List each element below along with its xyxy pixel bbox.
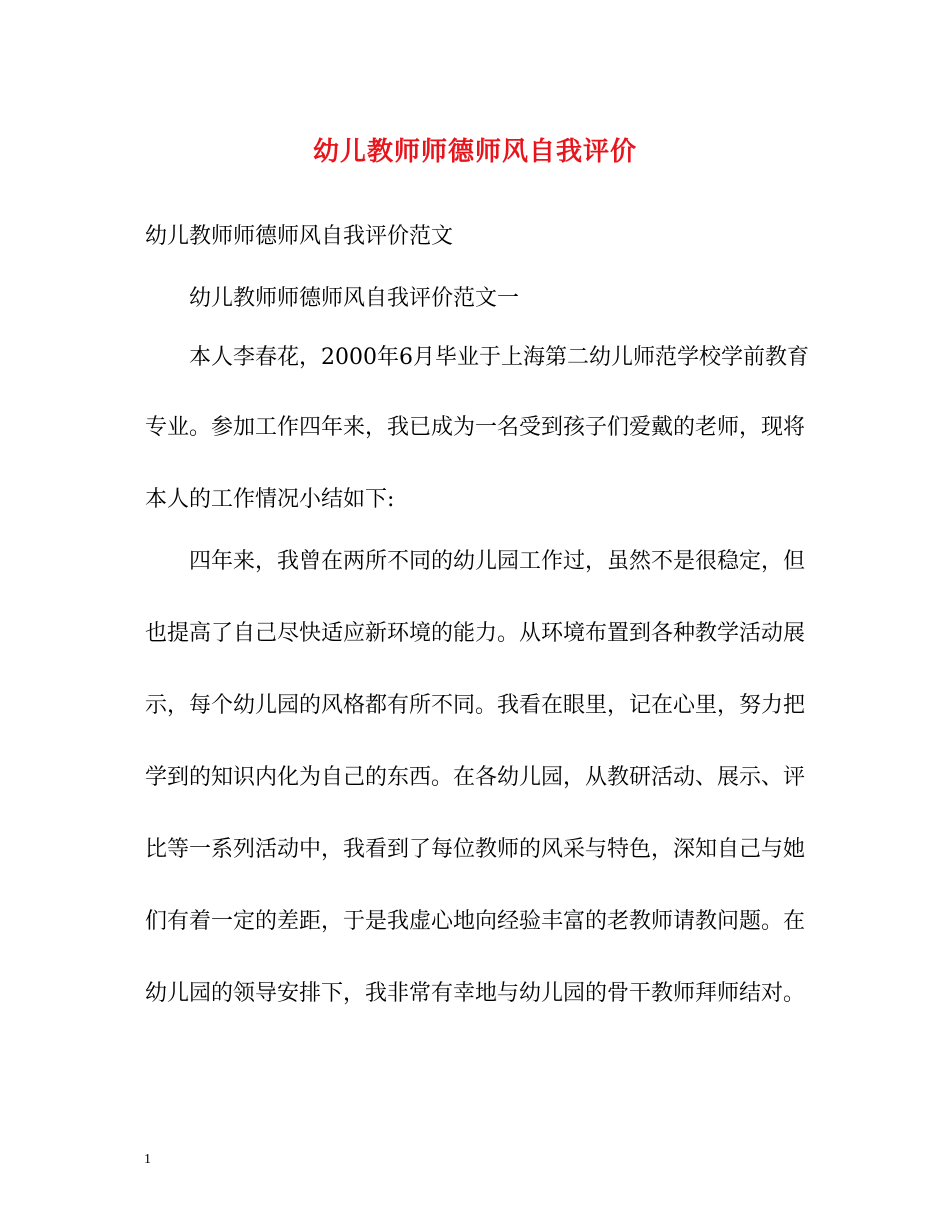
paragraph-line: 四年来，我曾在两所不同的幼儿园工作过，虽然不是很稳定，但 [189,549,806,574]
paragraph-line: 示，每个幼儿园的风格都有所不同。我看在眼里，记在心里，努力把 [145,693,806,718]
document-title: 幼儿教师师德师风自我评价 [312,137,637,167]
paragraph-line: 也提高了自己尽快适应新环境的能力。从环境布置到各种教学活动展 [145,621,806,646]
subsection-heading: 幼儿教师师德师风自我评价范文一 [189,286,520,311]
paragraph-line: 专业。参加工作四年来，我已成为一名受到孩子们爱戴的老师，现将 [145,415,806,440]
paragraph-line: 幼儿园的领导安排下，我非常有幸地与幼儿园的骨干教师拜师结对。 [145,981,806,1006]
paragraph-line: 本人李春花，2000年6月毕业于上海第二幼儿师范学校学前教育 [189,345,809,370]
paragraph-line: 们有着一定的差距，于是我虚心地向经验丰富的老教师请教问题。在 [145,909,806,934]
page-number: 1 [144,1152,151,1167]
paragraph-line: 比等一系列活动中，我看到了每位教师的风采与特色，深知自己与她 [145,837,806,862]
section-heading: 幼儿教师师德师风自我评价范文 [145,224,454,249]
paragraph-line: 本人的工作情况小结如下: [145,487,395,512]
paragraph-line: 学到的知识内化为自己的东西。在各幼儿园，从教研活动、展示、评 [145,765,806,790]
